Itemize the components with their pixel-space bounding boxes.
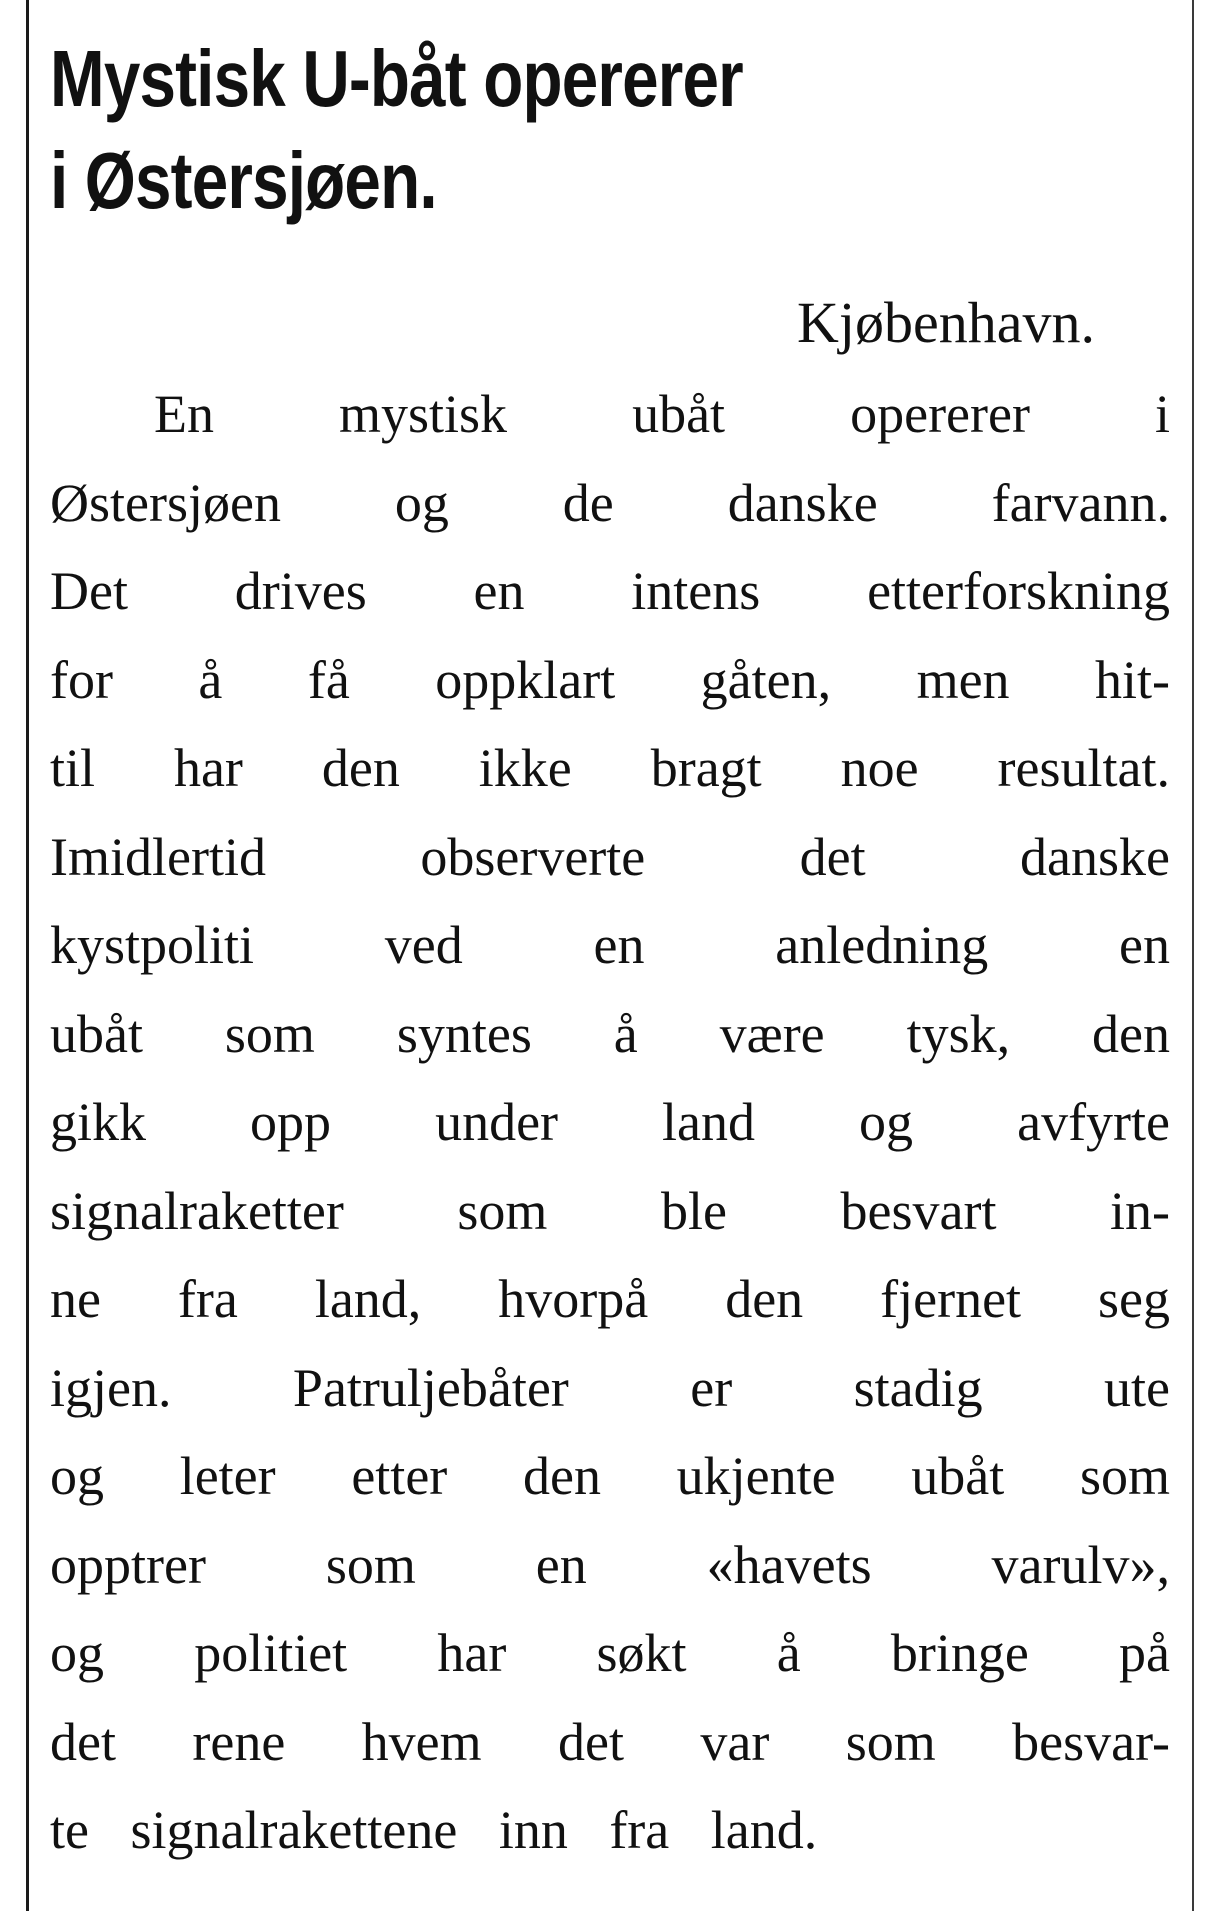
article: [50, 28, 1170, 1875]
body-line: kystpoliti ved en anledning en: [50, 915, 1170, 975]
body-line: ubåt som syntes å være tysk, den: [50, 1003, 1170, 1064]
column-rule-right: [1192, 0, 1194, 1911]
article-body: [50, 370, 1170, 1875]
body-line: signalraketter som ble besvart in-: [50, 1180, 1170, 1241]
headline: [50, 28, 870, 232]
body-line: Imidlertid observerte det danske: [50, 826, 1170, 887]
column-rule-left: [26, 0, 29, 1911]
body-line: og politiet har søkt å bringe på: [50, 1623, 1170, 1683]
body-line: det rene hvem det var som besvar-: [50, 1711, 1170, 1772]
body-line: Østersjøen og de danske farvann.: [50, 472, 1170, 533]
body-line: ne fra land, hvorpå den fjernet seg: [50, 1269, 1170, 1329]
body-line: for å få oppklart gåten, men hit-: [50, 649, 1170, 710]
body-line: En mystisk ubåt opererer i: [154, 384, 1170, 444]
body-line: igjen. Patruljebåter er stadig ute: [50, 1357, 1170, 1418]
dateline: Kjøbenhavn.: [797, 290, 1095, 355]
body-line: gikk opp under land og avfyrte: [50, 1092, 1170, 1152]
body-line: te signalrakettene inn fra land.: [50, 1800, 818, 1860]
body-line: og leter etter den ukjente ubåt som: [50, 1446, 1170, 1506]
body-line: opptrer som en «havets varulv»,: [50, 1534, 1170, 1595]
body-line: Det drives en intens etterforskning: [50, 561, 1170, 621]
headline-line: i Østersjøen.: [50, 136, 437, 225]
headline-line: Mystisk U-båt opererer: [50, 34, 743, 123]
body-line: til har den ikke bragt noe resultat.: [50, 738, 1170, 798]
